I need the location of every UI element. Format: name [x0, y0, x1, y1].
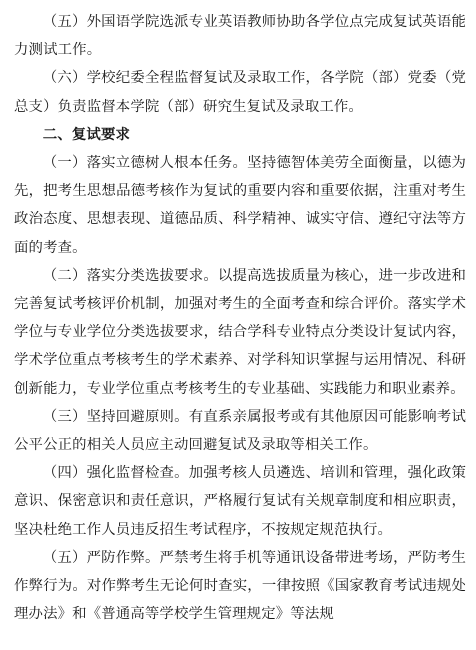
paragraph-discipline-supervision: （六）学校纪委全程监督复试及录取工作，各学院（部）党委（党总支）负责监督本学院（部）研究生复试及录取工作。: [14, 70, 466, 115]
requirement-recusal-principle: （三）坚持回避原则。有直系亲属报考或有其他原因可能影响考试公平公正的相关人员应主动回避复试及录取等相关工作。: [14, 408, 466, 454]
requirement-supervision-inspection: （四）强化监督检查。加强考核人员遴选、培训和管理，强化政策意识、保密意识和责任意识，严格履行复试有关规章制度和相应职责，坚决杜绝工作人员违反招生考试程序，不按规定规范执行。: [14, 465, 466, 538]
requirement-classified-selection: （二）落实分类选拔要求。以提高选拔质量为核心，进一步改进和完善复试考核评价机制，加强对考生的全面考查和综合评价。落实学术学位与专业学位分类选拔要求，结合学科专业特点分类设计复试内容，学术学位重点考核考生的学术素养、对学科知识掌握与运用情况、科研创新能力，专业学位重点考核考生的专业基础、实践能力和职业素养。: [14, 267, 466, 397]
requirement-moral-education: （一）落实立德树人根本任务。坚持德智体美劳全面衡量，以德为先，把考生思想品德考核作为复试的重要内容和重要依据，注重对考生政治态度、思想表现、道德品质、科学精神、诚实守信、遵纪守法等方面的考查。: [14, 155, 466, 256]
paragraph-foreign-language-testing: （五）外国语学院选派专业英语教师协助各学位点完成复试英语能力测试工作。: [14, 14, 466, 59]
document-page: [14, 8, 466, 628]
requirement-anti-cheating: （五）严防作弊。严禁考生将手机等通讯设备带进考场，严防考生作弊行为。对作弊考生无论何时查实，一律按照《国家教育考试违规处理办法》和《普通高等学校学生管理规定》等法规: [14, 549, 466, 623]
section-heading-retest-requirements: 二、复试要求: [42, 126, 131, 143]
